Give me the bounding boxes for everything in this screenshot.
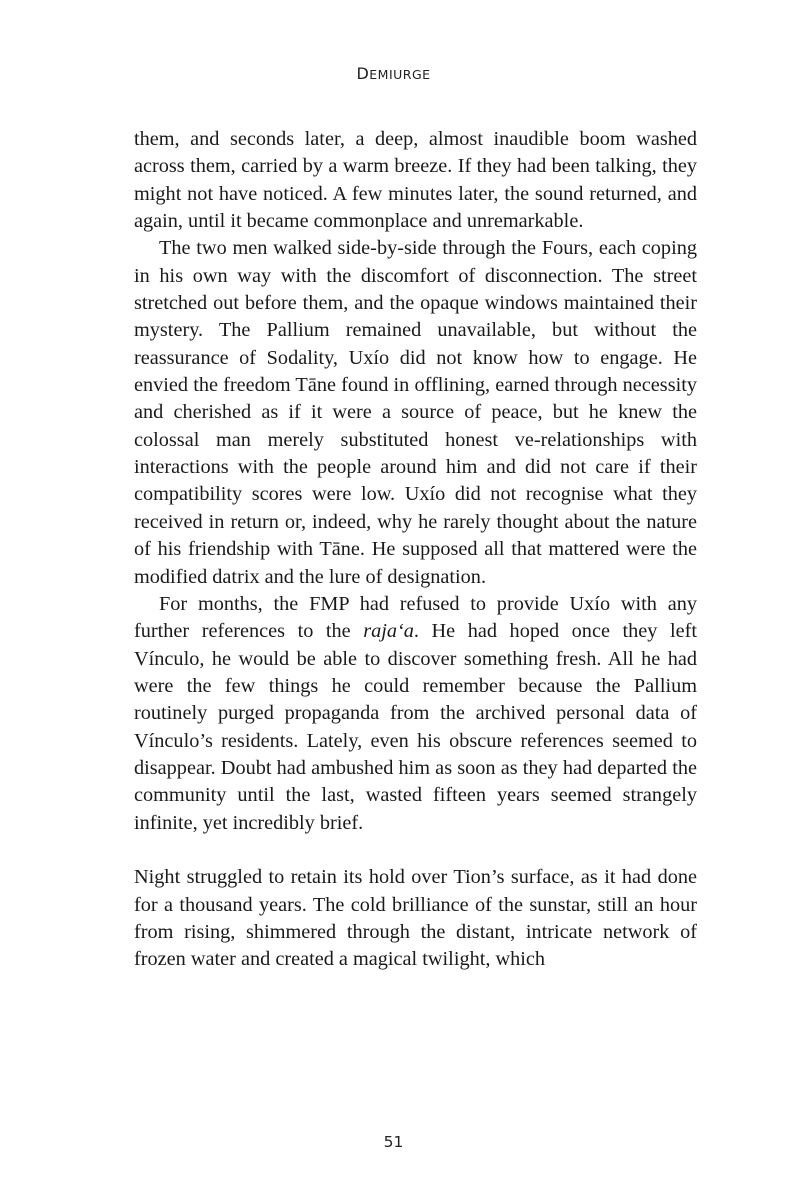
running-head-title [0, 64, 787, 83]
body-text [134, 126, 697, 974]
paragraph-two-men: The two men walked side-by-side through the Fours, each coping in his own way with the discomfort of disconnection. The street stretched out before them, and the opaque windows maintained their mystery. The Pallium remained unavailable, but without the reassurance of Sodality, Uxío did not know how to engage. He envied the freedom Tāne found in offlining, earned through necessity and cherished as if it were a source of peace, but he knew the colossal man merely substituted honest ve-relationships with interactions with the people around him and did not care if their compatibility scores were low. Uxío did not recognise what they received in return or, indeed, why he rarely thought about the nature of his friendship with Tāne. He supposed all that mattered were the modified datrix and the lure of designation. [134, 237, 697, 588]
paragraph-fmp-text-end: . He had hoped once they left Vínculo, he would be able to discover something fresh. All he had were the few things he could remember because the Pallium routinely purged propaganda from the archived personal data of Vínculo’s residents. Lately, even his obscure references seemed to disappear. Doubt had ambushed him as soon as they had departed the community until the last, wasted fifteen years seemed strangely infinite, yet incredibly brief. [134, 620, 697, 834]
running-head-initial: D [356, 64, 370, 83]
section-break [134, 837, 697, 864]
paragraph-fmp-italic-term: raja‘a [363, 620, 414, 643]
paragraph-fmp [134, 591, 697, 837]
running-head-small-caps: EMIURGE [369, 67, 431, 82]
page-number: 51 [383, 1133, 404, 1151]
paragraph-fmp-text-start: For months, the FMP had refused to provide Uxío with any further references to the [134, 592, 697, 643]
paragraph-continued: them, and seconds later, a deep, almost inaudible boom washed across them, carried by a warm breeze. If they had been talking, they might not have noticed. A few minutes later, the sound returned, and again, until it became commonplace and unremarkable. [134, 128, 697, 233]
paragraph-night: Night struggled to retain its hold over Tion’s surface, as it had done for a thousand years. The cold brilliance of the sunstar, still an hour from rising, shimmered through the distant, intricate network of frozen water and created a magical twilight, which [134, 866, 697, 971]
